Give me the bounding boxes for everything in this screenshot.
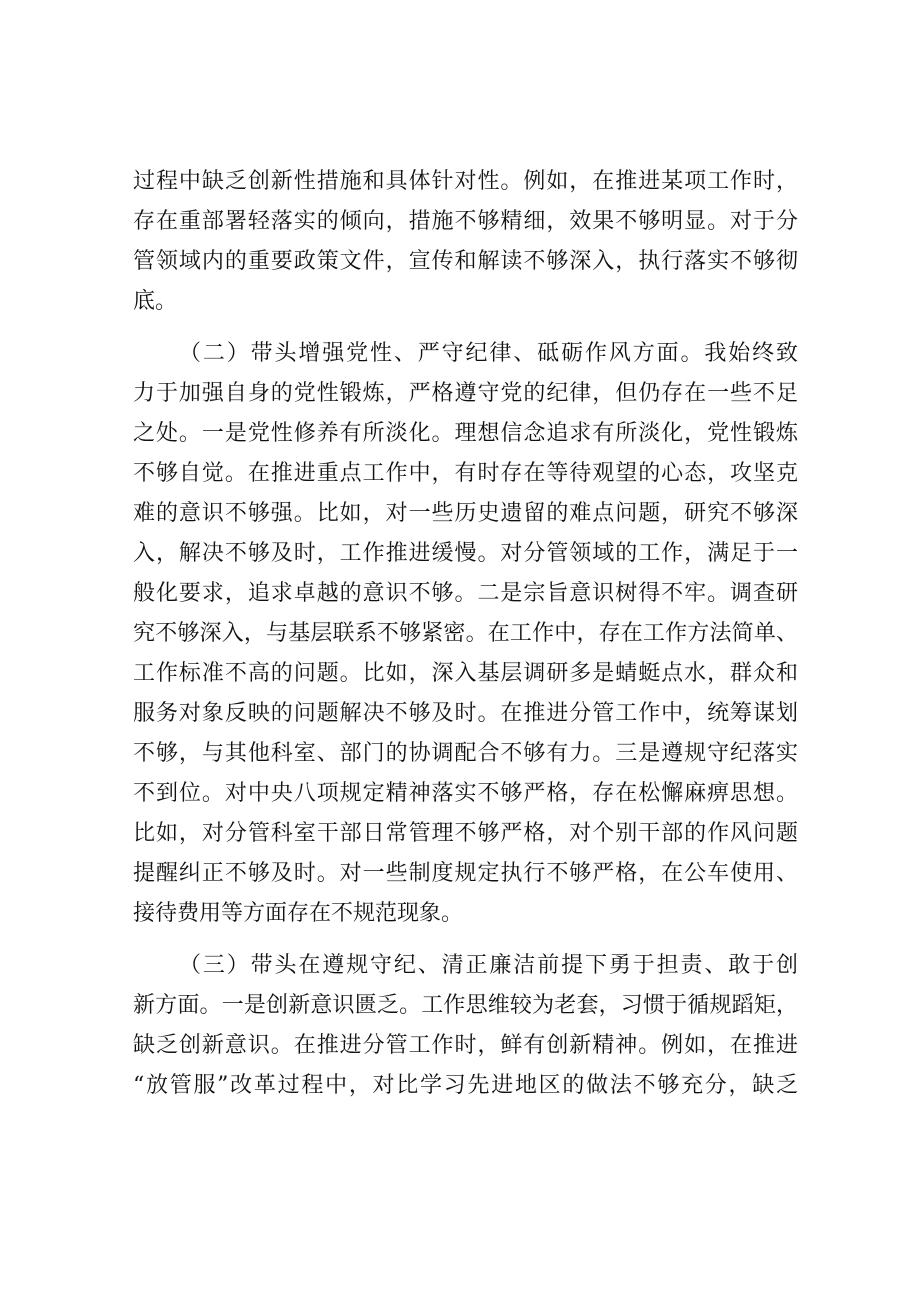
text-line: 不到位。对中央八项规定精神落实不够严格，存在松懈麻痹思想。 xyxy=(133,781,798,806)
text-line: 存在重部署轻落实的倾向，措施不够精细，效果不够明显。对于分 xyxy=(133,209,798,234)
section-heading-line: （二）带头增强党性、严守纪律、砥砺作风方面。我始终致 xyxy=(179,341,798,366)
text-line: 接待费用等方面存在不规范现象。 xyxy=(133,901,464,926)
text-line: 缺乏创新意识。在推进分管工作时，鲜有创新精神。例如，在推进 xyxy=(133,1033,798,1058)
paragraph-1 xyxy=(133,162,798,322)
text-line: “放管服”改革过程中，对比学习先进地区的做法不够充分，缺乏 xyxy=(133,1073,798,1098)
paragraph-gap xyxy=(133,322,798,334)
text-line: 之处。一是党性修养有所淡化。理想信念追求有所淡化，党性锻炼 xyxy=(133,421,798,446)
text-line: 过程中缺乏创新性措施和具体针对性。例如，在推进某项工作时， xyxy=(133,169,798,194)
text-line: 提醒纠正不够及时。对一些制度规定执行不够严格，在公车使用、 xyxy=(133,861,798,886)
text-line: 究不够深入，与基层联系不够紧密。在工作中，存在工作方法简单、 xyxy=(133,621,798,646)
text-line: 不够自觉。在推进重点工作中，有时存在等待观望的心态，攻坚克 xyxy=(133,461,798,486)
text-line: 底。 xyxy=(133,289,178,314)
paragraph-3 xyxy=(133,946,798,1106)
text-line: 管领域内的重要政策文件，宣传和解读不够深入，执行落实不够彻 xyxy=(133,249,798,274)
text-line: 工作标准不高的问题。比如，深入基层调研多是蜻蜓点水，群众和 xyxy=(133,661,798,686)
text-line: 比如，对分管科室干部日常管理不够严格，对个别干部的作风问题 xyxy=(133,821,798,846)
document-body xyxy=(133,162,798,1106)
section-heading-line: （三）带头在遵规守纪、清正廉洁前提下勇于担责、敢于创 xyxy=(179,953,798,978)
paragraph-2 xyxy=(133,334,798,934)
text-line: 新方面。一是创新意识匮乏。工作思维较为老套，习惯于循规蹈矩， xyxy=(133,993,798,1018)
text-line: 不够，与其他科室、部门的协调配合不够有力。三是遵规守纪落实 xyxy=(133,741,798,766)
text-line: 入，解决不够及时，工作推进缓慢。对分管领域的工作，满足于一 xyxy=(133,541,798,566)
text-line: 般化要求，追求卓越的意识不够。二是宗旨意识树得不牢。调查研 xyxy=(133,581,798,606)
text-line: 力于加强自身的党性锻炼，严格遵守党的纪律，但仍存在一些不足 xyxy=(133,381,798,406)
paragraph-gap xyxy=(133,934,798,946)
text-line: 服务对象反映的问题解决不够及时。在推进分管工作中，统筹谋划 xyxy=(133,701,798,726)
text-line: 难的意识不够强。比如，对一些历史遗留的难点问题，研究不够深 xyxy=(133,501,798,526)
